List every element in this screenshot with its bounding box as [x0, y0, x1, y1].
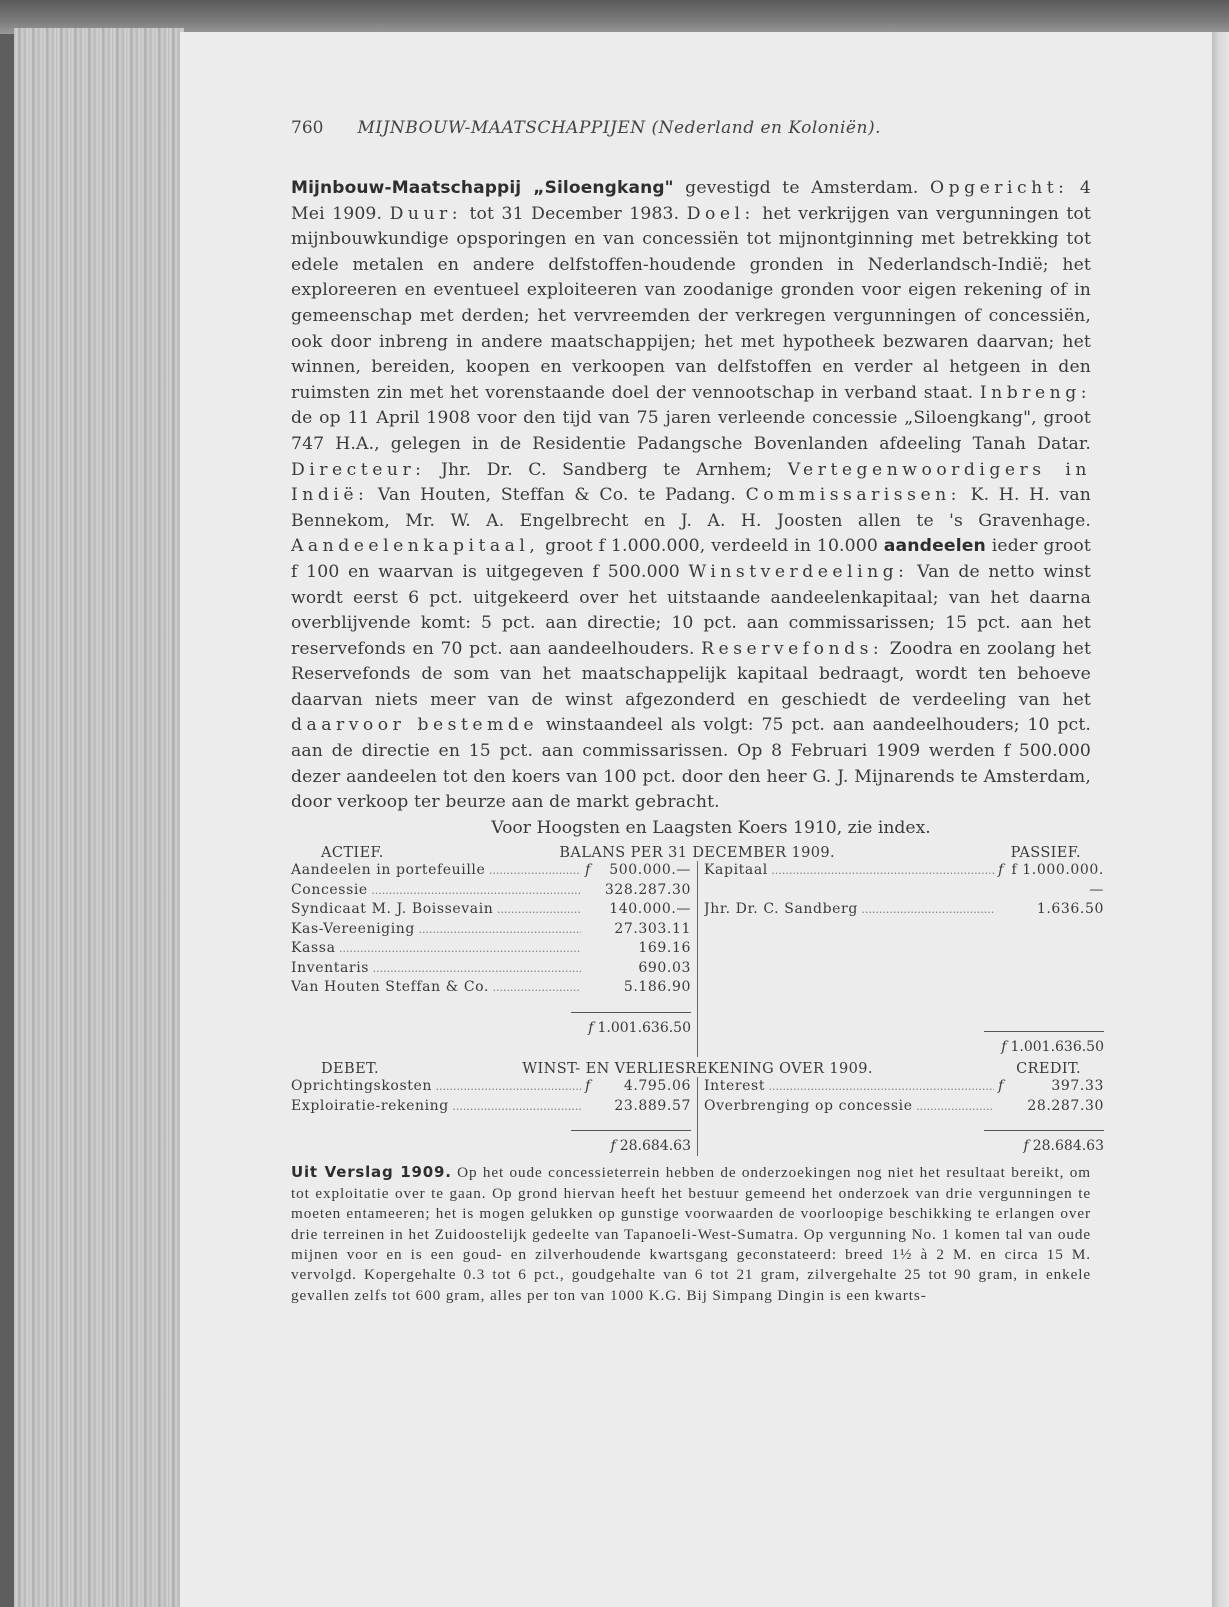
page-content: [291, 118, 1104, 1306]
annual-report-excerpt: [291, 1162, 1091, 1306]
winstverdeeling-value: Van de netto winst wordt eerst 6 pct. uitgekeerd over het uitstaande aandeelenkapitaal; van het daarna overblijvende komt: 5 pct. aan directie; 10 pct. aan commissarissen; 15 pct. aan het reservefonds en 70 pct. aan aandeelhouders.: [291, 561, 1091, 659]
doel-label: Doel:: [686, 203, 755, 224]
duur-label: Duur:: [389, 203, 463, 224]
koers-note: Voor Hoogsten en Laagsten Koers 1910, zie index.: [491, 817, 931, 838]
reservefonds-value: Zoodra en zoolang het Reservefonds de som van het maatschappelijk kapitaal bedraagt, wordt ten behoeve daarvan niets meer van de winst afgezonderd en geschiedt de verdeeling van het: [291, 638, 1092, 710]
reservefonds-value-2: winstaandeel als volgt: 75 pct. aan aandeelhouders; 10 pct. aan de directie en 15 pct. aan commissarissen. Op 8 Februari 1909 werden f 500.000 dezer aandeelen tot den koers van 100 pct. door den heer G. J. Mijnarends te Amsterdam, door verkoop ter beurze aan de markt gebracht.: [291, 715, 1091, 813]
reservefonds-spaced: daarvoor bestemde: [291, 715, 538, 736]
spacer: [704, 920, 1104, 1018]
page-right-edge: [1212, 32, 1229, 1607]
sum-rule: [571, 1012, 691, 1013]
asset-row: Concessie ..... 328.287.30: [291, 881, 691, 901]
report-text: Op het oude concessieterrein hebben de onderzoekingen nog niet het resultaat bereikt, om tot exploitatie over te gaan. Op grond hiervan heeft het bestuur gemeend het onderzoek van drie vergunningen te moeten entameeren; het is mogen gelukken op gunstige voorwaarden de voorloopige beschikking te erlangen over drie terreinen in het Zuidoostelijk gedeelte van Tapanoeli-West-Sumatra. Op vergunning No. 1 komen tal van oude mijnen voor en is een goud- en zilverhoudende kwartsgang geconstateerd: breed 1½ à 2 M. en circa 15 M. vervolgd. Kopergehalte 0.3 tot 6 pct., goudgehalte van 6 tot 21 gram, zilvergehalte 25 tot 90 gram, in enkele gevallen zelfs tot 600 gram, alles per ton van 1000 K.G. Bij Simpang Dingin is een kwarts-: [291, 1164, 1091, 1304]
profit-loss-title: WINST- EN VERLIESREKENING OVER 1909.: [522, 1061, 873, 1078]
commissarissen-label: Commissarissen:: [745, 485, 961, 506]
page-stack-edge: [14, 28, 184, 1607]
inbreng-value: de op 11 April 1908 voor den tijd van 75 jaren verleende concessie „Siloengkang", groot 747 H.A., gelegen in de Residentie Padangsche Bovenlanden afdeeling Tanah Datar.: [291, 408, 1091, 454]
liability-row: Kapitaal ..... f f 1.000.000.—: [704, 861, 1104, 900]
debet-header: DEBET.: [321, 1061, 379, 1078]
debit-row: Oprichtingskosten ..... f 4.795.06: [291, 1077, 691, 1097]
asset-row: Aandeelen in portefeuille ..... f 500.000.—: [291, 861, 691, 881]
asset-row: Inventaris ..... 690.03: [291, 959, 691, 979]
actief-header: ACTIEF.: [321, 845, 384, 862]
profit-loss-account: [291, 1077, 1104, 1156]
book-top-edge: [0, 0, 1229, 34]
directeur-value: Jhr. Dr. C. Sandberg te Arnhem;: [425, 459, 788, 480]
asset-row: Syndicaat M. J. Boissevain ..... 140.000.—: [291, 900, 691, 920]
asset-row: Kas-Vereeniging ..... 27.303.11: [291, 920, 691, 940]
liability-row: Jhr. Dr. C. Sandberg ..... 1.636.50: [704, 900, 1104, 920]
sum-rule: [984, 1031, 1104, 1032]
kapitaal-value: groot f 1.000.000, verdeeld in 10.000: [539, 536, 884, 557]
inbreng-label: Inbreng:: [979, 382, 1091, 403]
assets-total: f 1.001.636.50: [588, 1019, 691, 1036]
company-name: Mijnbouw-Maatschappij „Siloengkang": [291, 178, 674, 198]
debit-column: [291, 1077, 698, 1156]
assets-column: [291, 861, 698, 1057]
running-head: [291, 118, 1091, 138]
balance-sheet-title: BALANS PER 31 DECEMBER 1909.: [559, 845, 835, 862]
page-number: 760: [291, 118, 324, 138]
credit-row: Interest ..... f 397.33: [704, 1077, 1104, 1097]
debit-total: f 28.684.63: [610, 1138, 691, 1155]
vertegenwoordigers-label: Vertegenwoordigers in Indië:: [291, 459, 1092, 506]
directeur-label: Directeur:: [291, 459, 426, 480]
kapitaal-value-2: ieder groot f 100 en waarvan is uitgegeven f 500.000: [291, 536, 1091, 582]
liabilities-total: f 1.001.636.50: [1001, 1039, 1104, 1056]
vertegenwoordigers-value: Van Houten, Steffan & Co. te Padang.: [368, 485, 746, 506]
duur-value: tot 31 December 1983.: [462, 203, 687, 224]
asset-row: Kassa ..... 169.16: [291, 939, 691, 959]
credit-header: CREDIT.: [1016, 1061, 1081, 1078]
liabilities-column: [698, 861, 1104, 1057]
credit-row: Overbrenging op concessie ..... 28.287.30: [704, 1097, 1104, 1117]
opgericht-label: Opgericht:: [930, 178, 1069, 198]
kapitaal-label: Aandeelenkapitaal,: [291, 536, 540, 557]
debit-row: Exploiratie-rekening ..... 23.889.57: [291, 1097, 691, 1117]
aandeelen-bold: aandeelen: [883, 536, 986, 557]
company-entry: [291, 176, 1091, 816]
passief-header: PASSIEF.: [1010, 845, 1081, 862]
entry-intro: gevestigd te Amsterdam.: [673, 178, 931, 198]
credit-column: [698, 1077, 1104, 1156]
credit-total: f 28.684.63: [1023, 1138, 1104, 1155]
sum-rule: [571, 1130, 691, 1131]
balance-sheet-header: [291, 845, 1091, 861]
reservefonds-label: Reservefonds:: [701, 638, 884, 659]
profit-loss-header: [291, 1061, 1091, 1077]
commissarissen-value: K. H. H. van Bennekom, Mr. W. A. Engelbrecht en J. A. H. Joosten allen te 's Gravenhage.: [291, 485, 1091, 531]
asset-row: Van Houten Steffan & Co. ..... 5.186.90: [291, 978, 691, 998]
opgericht-value: 4 Mei 1909.: [291, 178, 1091, 224]
running-title: MIJNBOUW-MAATSCHAPPIJEN (Nederland en Koloniën).: [357, 118, 881, 138]
sum-rule: [984, 1130, 1104, 1131]
report-lead: Uit Verslag 1909.: [291, 1163, 452, 1182]
doel-value: het verkrijgen van vergunningen tot mijnbouwkundige opsporingen en van concessiën tot mijnontginning met betrekking tot edele metalen en andere delfstoffen-houdende gronden in Nederlandsch-Indië; het exploreeren en eventueel exploiteeren van zoodanige gronden voor eigen rekening of in gemeenschap met derden; het vervreemden der verkregen vergunningen of concessiën, ook door inbreng in andere maatschappijen; het met hypotheek bezwaren daarvan; het winnen, bereiden, koopen en verkoopen van delfstoffen en verder al hetgeen in den ruimsten zin met het vorenstaande doel der vennootschap in verband staat.: [291, 203, 1091, 403]
balance-sheet: [291, 861, 1104, 1057]
winstverdeeling-label: Winstverdeeling:: [688, 561, 909, 582]
